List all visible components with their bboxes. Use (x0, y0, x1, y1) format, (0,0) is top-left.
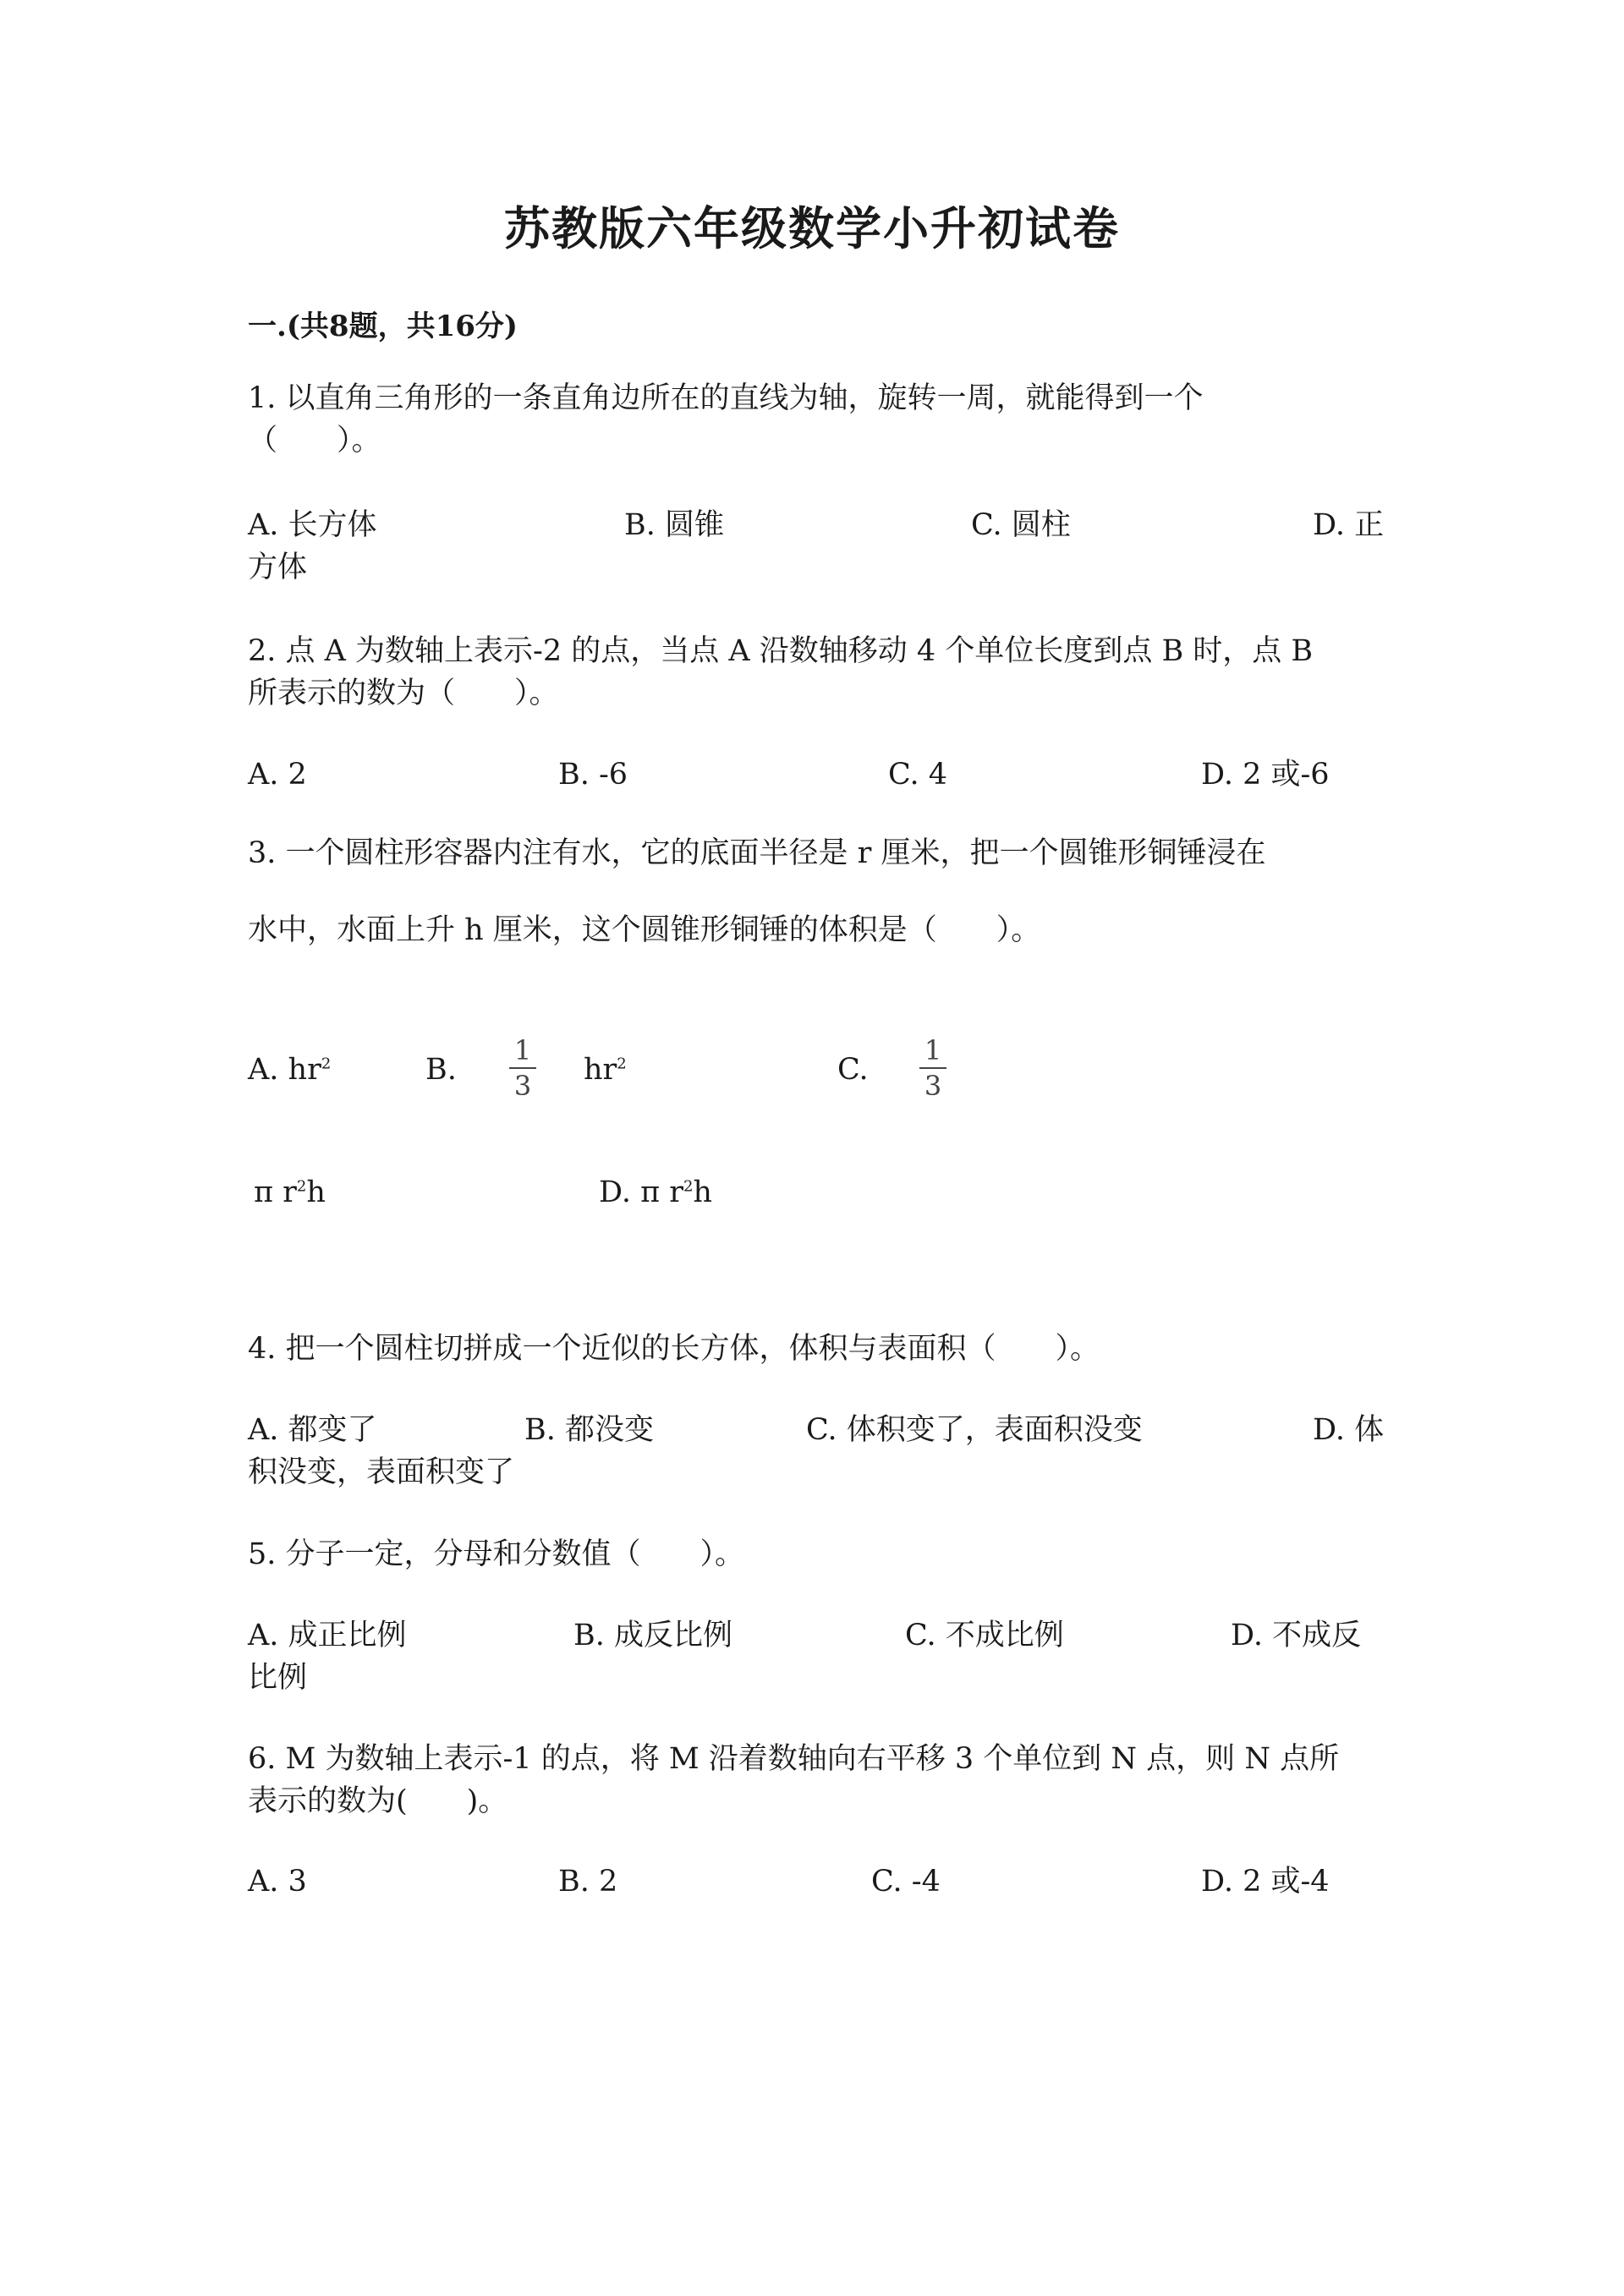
question-2-option-d: D. 2 或-6 (1201, 758, 1330, 792)
question-3-option-c-cont (254, 1171, 326, 1214)
question-3-option-b-text (584, 1049, 627, 1091)
fraction-bar (919, 1067, 946, 1069)
question-5-option-a: A. 成正比例 (248, 1619, 407, 1652)
question-5-option-b: B. 成反比例 (573, 1619, 732, 1652)
question-5-option-d: D. 不成反 (1231, 1619, 1362, 1652)
fraction-one-third-b (506, 1036, 540, 1100)
question-5-option-c: C. 不成比例 (905, 1619, 1064, 1652)
question-3-option-b-label: B. (425, 1053, 457, 1087)
section-heading: 一.(共8题，共16分) (248, 310, 518, 343)
question-5-option-d-cont: 比例 (248, 1661, 308, 1695)
question-4-option-c: C. 体积变了，表面积没变 (806, 1413, 1143, 1447)
question-4-option-b: B. 都没变 (524, 1413, 654, 1447)
question-1-option-c: C. 圆柱 (971, 508, 1071, 542)
question-1-option-a: A. 长方体 (248, 508, 377, 542)
question-1-line-1: 1. 以直角三角形的一条直角边所在的直线为轴，旋转一周，就能得到一个 (248, 381, 1204, 415)
question-1-option-d: D. 正 (1313, 508, 1385, 542)
question-4-line-1: 4. 把一个圆柱切拼成一个近似的长方体，体积与表面积（ ）。 (248, 1332, 1100, 1366)
question-4-option-d: D. 体 (1313, 1413, 1385, 1447)
exponent: 2 (617, 1055, 627, 1073)
question-3-option-c-label: C. (837, 1053, 869, 1087)
question-1-line-2: （ ）。 (248, 424, 381, 458)
question-2-line-2: 所表示的数为（ ）。 (248, 677, 559, 710)
option-c-text: π r (254, 1175, 297, 1209)
question-6-option-c: C. -4 (871, 1865, 941, 1899)
question-2-option-a: A. 2 (248, 758, 307, 792)
fraction-numerator: 1 (924, 1034, 942, 1066)
question-6-line-1: 6. M 为数轴上表示-1 的点，将 M 沿着数轴向右平移 3 个单位到 N 点，则 N 点所 (248, 1742, 1340, 1776)
exponent: 2 (321, 1055, 332, 1073)
question-5-line-1: 5. 分子一定，分母和分数值（ ）。 (248, 1537, 745, 1571)
option-a-text: A. hr (248, 1053, 321, 1087)
exponent: 2 (296, 1177, 307, 1196)
question-4-option-a: A. 都变了 (248, 1413, 377, 1447)
question-2-line-1: 2. 点 A 为数轴上表示-2 的点，当点 A 沿数轴移动 4 个单位长度到点 B 时，点 B (248, 634, 1314, 668)
fraction-numerator: 1 (513, 1034, 532, 1066)
question-3-line-2: 水中，水面上升 h 厘米，这个圆锥形铜锤的体积是（ ）。 (248, 913, 1041, 947)
question-2-option-b: B. -6 (558, 758, 628, 792)
page-title: 苏教版六年级数学小升初试卷 (504, 201, 1120, 255)
question-3-line-1: 3. 一个圆柱形容器内注有水，它的底面半径是 r 厘米，把一个圆锥形铜锤浸在 (248, 836, 1266, 870)
fraction-denominator: 3 (924, 1070, 942, 1102)
question-1-option-d-cont: 方体 (248, 551, 308, 584)
option-d-tail: h (693, 1175, 712, 1209)
fraction-one-third-c (916, 1036, 950, 1100)
fraction-bar (509, 1067, 536, 1069)
question-1-option-b: B. 圆锥 (624, 508, 724, 542)
question-3-option-d (599, 1171, 712, 1214)
option-d-text: D. π r (599, 1175, 683, 1209)
question-6-option-d: D. 2 或-4 (1201, 1865, 1330, 1899)
fraction-denominator: 3 (513, 1070, 532, 1102)
question-3-option-a (248, 1049, 331, 1091)
option-b-text: hr (584, 1053, 617, 1087)
question-4-option-d-cont: 积没变，表面积变了 (248, 1455, 515, 1489)
question-2-option-c: C. 4 (888, 758, 948, 792)
question-6-line-2: 表示的数为( )。 (248, 1784, 508, 1818)
question-6-option-b: B. 2 (558, 1865, 618, 1899)
option-c-tail: h (306, 1175, 326, 1209)
question-6-option-a: A. 3 (248, 1865, 307, 1899)
exponent: 2 (683, 1177, 694, 1196)
